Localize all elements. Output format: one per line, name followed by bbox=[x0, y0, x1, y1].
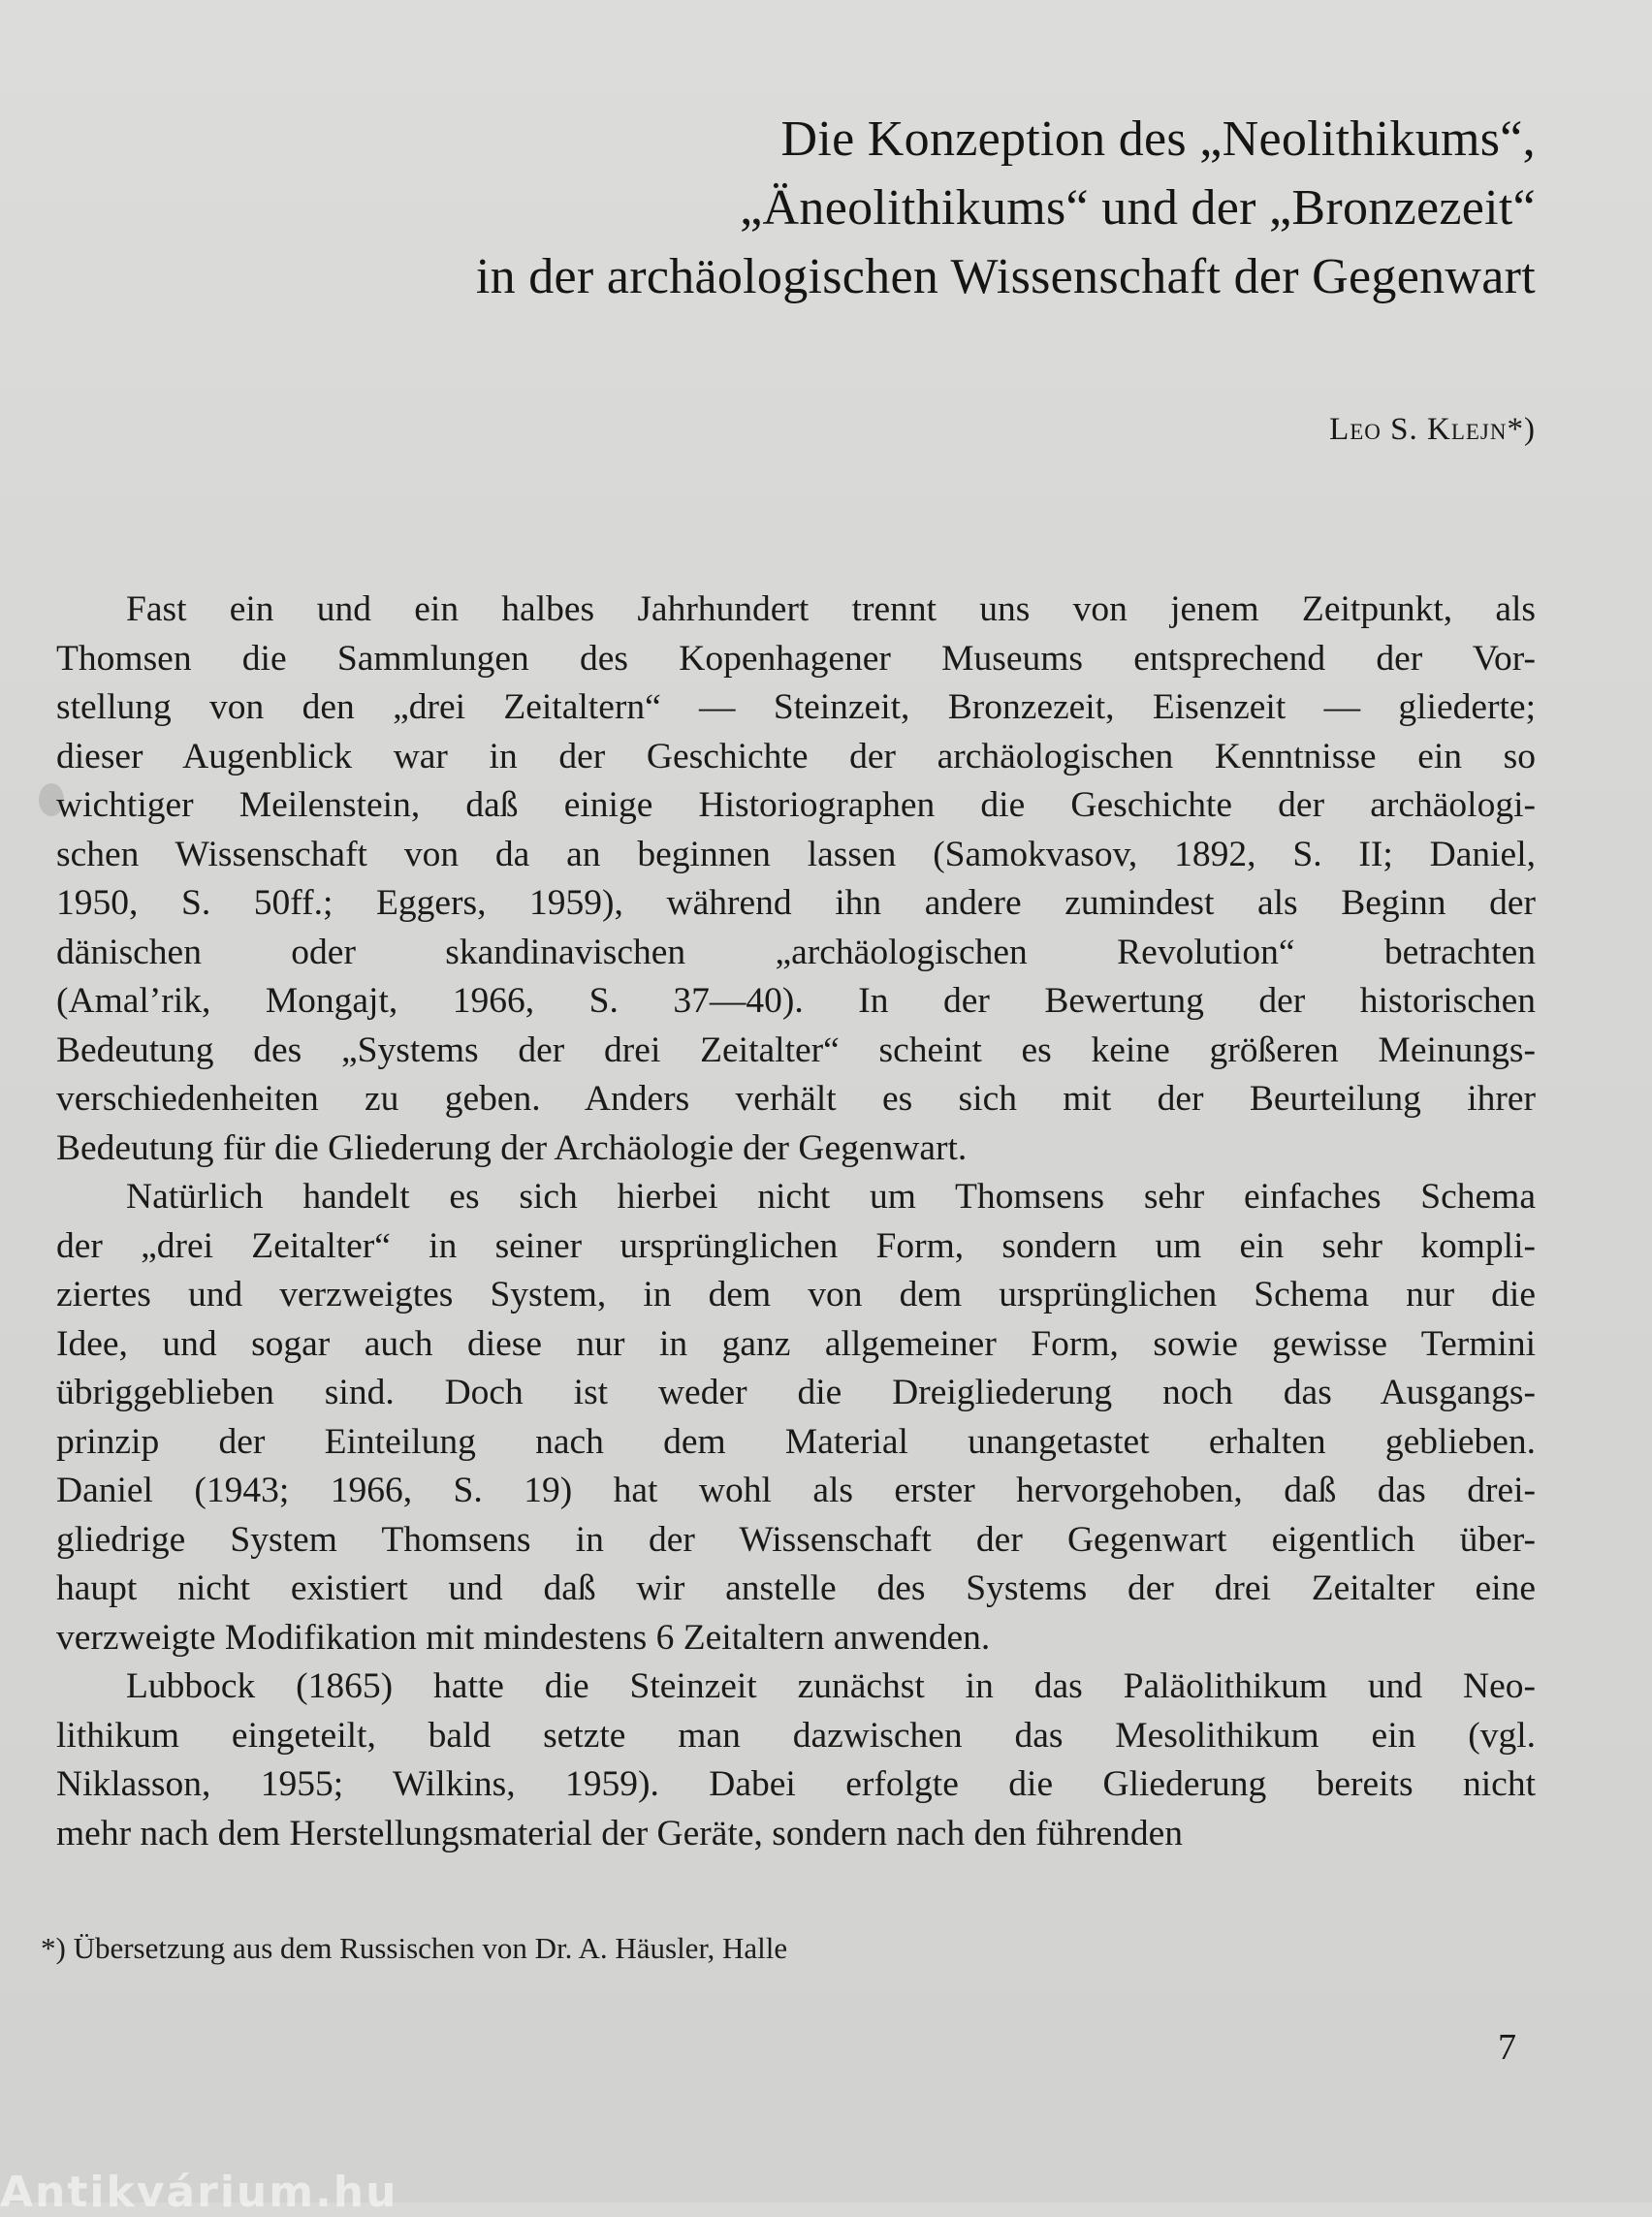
text-line: Natürlich handelt es sich hierbei nicht um Thomsens sehr einfaches Schema bbox=[126, 1177, 1536, 1217]
text-line: Thomsen die Sammlungen des Kopenhagener Museums entsprechend der Vor- bbox=[56, 638, 1536, 679]
paragraph-1 bbox=[56, 586, 1536, 1173]
paragraph-2 bbox=[56, 1173, 1536, 1663]
title-line-2: „Äneolithikums“ und der „Bronzezeit“ bbox=[740, 180, 1536, 236]
text-line: Bedeutung des „Systems der drei Zeitalter“ scheint es keine größeren Meinungs- bbox=[56, 1029, 1536, 1070]
paragraph-3 bbox=[56, 1663, 1536, 1858]
text-line: verzweigte Modifikation mit mindestens 6 Zeitaltern anwenden. bbox=[56, 1617, 991, 1658]
text-line: der „drei Zeitalter“ in seiner ursprünglichen Form, sondern um ein sehr kompli- bbox=[56, 1225, 1536, 1266]
text-line: Niklasson, 1955; Wilkins, 1959). Dabei erfolgte die Gliederung bereits nicht bbox=[56, 1764, 1536, 1804]
text-line: lithikum eingeteilt, bald setzte man dazwischen das Mesolithikum ein (vgl. bbox=[56, 1715, 1536, 1756]
author-footnote-mark: *) bbox=[1507, 412, 1536, 447]
text-line: schen Wissenschaft von da an beginnen lassen (Samokvasov, 1892, S. II; Daniel, bbox=[56, 834, 1536, 874]
text-line: verschiedenheiten zu geben. Anders verhält es sich mit der Beurteilung ihrer bbox=[56, 1079, 1536, 1119]
text-line: dieser Augenblick war in der Geschichte der archäologischen Kenntnisse ein so bbox=[56, 736, 1536, 776]
text-line: dänischen oder skandinavischen „archäologischen Revolution“ betrachten bbox=[56, 932, 1536, 972]
text-line: Idee, und sogar auch diese nur in ganz allgemeiner Form, sowie gewisse Termini bbox=[56, 1323, 1536, 1364]
text-line: gliedrige System Thomsens in der Wissenschaft der Gegenwart eigentlich über- bbox=[56, 1519, 1536, 1560]
article-title bbox=[178, 105, 1536, 311]
text-line: haupt nicht existiert und daß wir anstelle des Systems der drei Zeitalter eine bbox=[56, 1568, 1536, 1608]
text-line: Fast ein und ein halbes Jahrhundert trennt uns von jenem Zeitpunkt, als bbox=[126, 589, 1536, 629]
text-line: wichtiger Meilenstein, daß einige Historiographen die Geschichte der archäologi- bbox=[56, 785, 1536, 825]
text-line: Bedeutung für die Gliederung der Archäologie der Gegenwart. bbox=[56, 1127, 968, 1168]
text-line: Daniel (1943; 1966, S. 19) hat wohl als erster hervorgehoben, daß das drei- bbox=[56, 1471, 1536, 1510]
author-name: Leo S. Klejn bbox=[1329, 412, 1508, 447]
text-line: Lubbock (1865) hatte die Steinzeit zunächst in das Paläolithikum und Neo- bbox=[126, 1666, 1536, 1706]
text-line: ziertes und verzweigtes System, in dem von dem ursprünglichen Schema nur die bbox=[56, 1275, 1536, 1314]
text-line: stellung von den „drei Zeitaltern“ — Steinzeit, Bronzezeit, Eisenzeit — gliederte; bbox=[56, 687, 1536, 727]
text-line: mehr nach dem Herstellungsmaterial der Geräte, sondern nach den führenden bbox=[56, 1813, 1184, 1853]
text-line: (Amal’rik, Mongajt, 1966, S. 37—40). In der Bewertung der historischen bbox=[56, 981, 1536, 1021]
title-line-1: Die Konzeption des „Neolithikums“, bbox=[780, 111, 1536, 167]
article-body bbox=[56, 586, 1536, 1858]
page-number: 7 bbox=[1498, 2027, 1516, 2068]
text-line: prinzip der Einteilung nach dem Material unangetastet erhalten geblieben. bbox=[56, 1421, 1536, 1462]
text-line: übriggeblieben sind. Doch ist weder die Dreigliederung noch das Ausgangs- bbox=[56, 1373, 1536, 1412]
title-line-3: in der archäologischen Wissenschaft der Gegenwart bbox=[475, 249, 1536, 304]
author-byline bbox=[1329, 412, 1536, 448]
footnote: *) Übersetzung aus dem Russischen von Dr. A. Häusler, Halle bbox=[41, 1931, 788, 1965]
text-line: 1950, S. 50ff.; Eggers, 1959), während ihn andere zumindest als Beginn der bbox=[56, 883, 1536, 923]
watermark: Antikvárium.hu bbox=[0, 2168, 398, 2217]
